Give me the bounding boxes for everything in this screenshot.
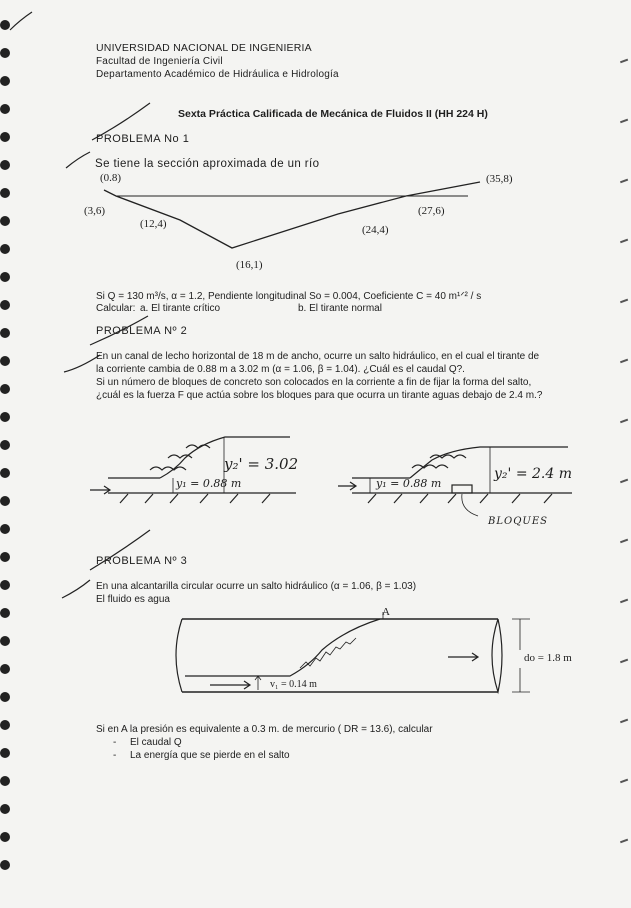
pen-mark [66, 152, 90, 168]
problem3-question: Si en A la presión es equivalente a 0.3 m. de mercurio ( DR = 13.6), calcular [96, 724, 433, 735]
problem2-line: Si un número de bloques de concreto son colocados en la corriente a fin de fijar la forma del salto, [96, 377, 532, 388]
jump-surface [410, 447, 568, 478]
point-label: (0.8) [100, 172, 122, 184]
bullet-dash: - [113, 737, 117, 748]
calc-label: Calcular: [96, 303, 136, 314]
problem2-line: la corriente cambia de 0.88 m a 3.02 m (α = 1.06, β = 1.04). ¿Cuál es el caudal Q?. [96, 364, 465, 375]
hydraulic-jump-left [90, 437, 299, 503]
problem3-bullet: La energía que se pierde en el salto [130, 750, 290, 761]
problem1-intro: Se tiene la sección aproximada de un río [95, 158, 320, 170]
flow-arrow [448, 653, 478, 661]
hydraulic-jump-right [338, 447, 572, 516]
department-name: Departamento Académico de Hidráulica e Hidrología [96, 69, 339, 80]
concrete-block [452, 485, 472, 493]
right-y2-label: y₂' = 2.4 m [494, 466, 572, 482]
river-section-figure [104, 182, 480, 248]
diameter-dimension [512, 619, 530, 692]
flow-arrow [90, 486, 110, 494]
university-name: UNIVERSIDAD NACIONAL DE INGENIERIA [96, 42, 312, 54]
problem2-heading: PROBLEMA Nº 2 [96, 325, 188, 337]
flow-arrow [210, 681, 250, 689]
flow-arrow [338, 482, 356, 490]
faculty-name: Facultad de Ingeniería Civil [96, 56, 223, 67]
right-y1-label: y₁ = 0.88 m [376, 477, 442, 490]
do-label: do = 1.8 m [524, 652, 572, 664]
point-label: (27,6) [418, 205, 445, 217]
pipe-left-end [176, 619, 182, 692]
problem3-line: El fluido es agua [96, 594, 170, 605]
pen-mark [90, 316, 148, 345]
left-y2-label: y₂' = 3.02 [224, 455, 299, 473]
point-label: (12,4) [140, 218, 167, 230]
point-label: (35,8) [486, 173, 513, 185]
bullet-dash: - [113, 750, 117, 761]
v1-label: v₁ = 0.14 m [270, 679, 317, 690]
bloques-label: BLOQUES [488, 516, 548, 527]
problem3-heading: PROBLEMA Nº 3 [96, 555, 188, 567]
water-profile [185, 619, 380, 676]
floor-hatch [120, 494, 270, 503]
point-a-label: A [382, 606, 390, 618]
pipe-right-end [492, 619, 502, 692]
problem2-line: ¿cuál es la fuerza F que actúa sobre los bloques para que ocurra un tirante aguas debajo de 2.4 m.? [96, 390, 543, 401]
pen-mark [90, 530, 150, 570]
calc-item-b: b. El tirante normal [298, 303, 382, 314]
pen-mark [92, 103, 150, 140]
left-y1-label: y₁ = 0.88 m [176, 477, 242, 490]
jump-roller [150, 445, 210, 470]
depth-arrow [255, 676, 261, 690]
problem3-line: En una alcantarilla circular ocurre un salto hidráulico (α = 1.06, β = 1.03) [96, 581, 417, 592]
pen-mark [64, 355, 100, 372]
pen-mark [62, 580, 90, 598]
point-label: (16,1) [236, 259, 263, 271]
point-label: (24,4) [362, 224, 389, 236]
point-label: (3,6) [84, 205, 106, 217]
floor-hatch [368, 494, 552, 503]
culvert-figure [176, 612, 530, 692]
problem3-bullet: El caudal Q [130, 737, 182, 748]
exam-title: Sexta Práctica Calificada de Mecánica de Fluidos II (HH 224 H) [178, 108, 488, 120]
pen-mark [10, 12, 32, 30]
problem1-data: Si Q = 130 m³/s, α = 1.2, Pendiente longitudinal So = 0.004, Coeficiente C = 40 m¹ᐟ² / s [96, 291, 482, 302]
problem2-line: En un canal de lecho horizontal de 18 m de ancho, ocurre un salto hidráulico, en el cual el tirante de [96, 351, 540, 362]
leader-line [462, 494, 478, 516]
problem1-heading: PROBLEMA No 1 [96, 133, 190, 145]
channel-bed [104, 182, 480, 248]
calc-item-a: a. El tirante crítico [140, 303, 221, 314]
